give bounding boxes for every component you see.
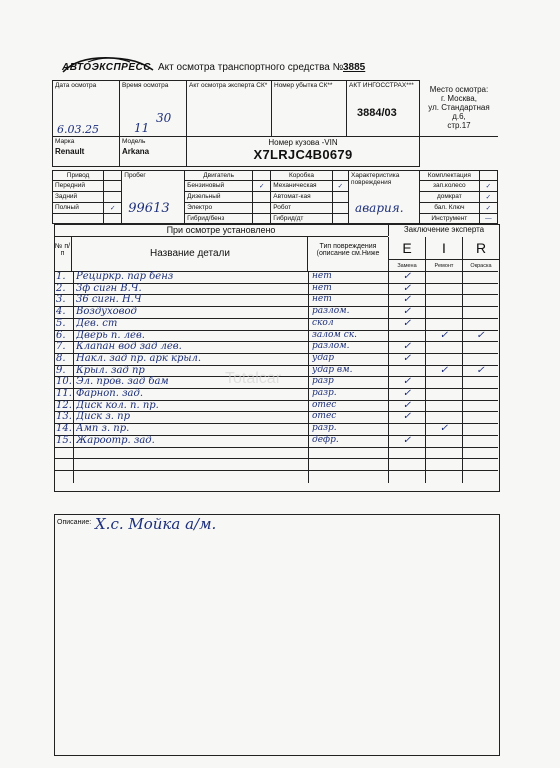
row-check-e: ✓ <box>402 434 412 446</box>
engine-hybrid: Гибрид/бенз <box>185 214 253 224</box>
row-part-name: 36 сигн. Н.Ч <box>76 294 142 306</box>
loss-cell <box>272 81 347 137</box>
vin-label: Номер кузова -VIN <box>268 138 338 147</box>
col-num-header: № п/п <box>54 237 72 271</box>
kit-header: Комплектация <box>420 171 480 181</box>
engine-diesel: Дизельный <box>185 192 253 203</box>
row-check-e: ✓ <box>402 294 412 306</box>
table-row <box>54 306 498 318</box>
row-check-i <box>426 294 462 306</box>
table-row <box>54 271 498 283</box>
row-check-r <box>463 411 498 423</box>
damage-label: Характеристика повреждения <box>351 172 400 186</box>
row-separator <box>462 471 463 483</box>
gear-mech: Механическая <box>271 181 332 192</box>
table-row <box>54 423 498 435</box>
place-line2: ул. Стандартная д.6, <box>428 102 490 121</box>
act-number: 3885 <box>343 62 366 73</box>
row-damage-type: удар вм. <box>312 364 353 375</box>
place-label: Место осмотра: <box>429 84 489 94</box>
mileage-value: 99613 <box>128 201 170 216</box>
row-check-i <box>426 388 462 400</box>
row-check-r: ✓ <box>476 329 485 341</box>
time-label: Время осмотра <box>122 82 169 89</box>
row-damage-type: разр <box>312 376 334 387</box>
col-e-header: E <box>389 237 426 259</box>
row-check-r <box>463 294 498 306</box>
row-part-name: Крыл. зад пр <box>76 364 145 376</box>
row-check-r <box>463 318 498 330</box>
kit-spare: зап.колесо <box>420 181 480 192</box>
row-number: 12. <box>56 399 72 411</box>
row-number: 13. <box>56 411 72 423</box>
row-damage-type: разлом. <box>312 341 350 352</box>
place-line3: стр.17 <box>447 120 471 130</box>
row-damage-type: нет <box>312 282 332 293</box>
table-row <box>54 458 498 470</box>
row-check-i <box>426 318 462 330</box>
row-check-i <box>426 353 462 365</box>
table-row <box>54 294 498 306</box>
row-check-i <box>426 376 462 388</box>
row-check-e <box>389 365 425 377</box>
row-part-name: Амп з. пр. <box>76 423 130 435</box>
row-check-r <box>463 423 498 435</box>
row-number: 6. <box>56 329 66 341</box>
ingos-label: АКТ ИНГОССТРАХ*** <box>349 82 414 89</box>
row-separator <box>425 471 426 483</box>
expert-cell <box>187 81 272 137</box>
row-part-name: Фарноп. зад. <box>76 388 144 399</box>
row-part-name: Накл. зад пр. арк крыл. <box>76 352 202 364</box>
page-title: Акт осмотра транспортного средства № <box>158 62 344 73</box>
table-row <box>54 330 498 342</box>
row-part-name: Рециркр. пар бенз <box>76 271 174 282</box>
row-part-name: Диск кол. п. пр. <box>76 399 159 411</box>
vin-cell <box>187 137 420 167</box>
drive-full: Полный <box>53 203 104 214</box>
col-damage-header: Тип повреждения (описание см.Ниже <box>316 243 380 257</box>
brand-label: Марка <box>55 138 75 145</box>
row-check-e: ✓ <box>402 388 412 399</box>
row-separator <box>388 471 389 483</box>
row-check-r <box>463 283 498 295</box>
row-check-i <box>426 341 462 353</box>
row-number: 10. <box>56 376 72 388</box>
row-number: 8. <box>56 352 66 364</box>
row-check-r <box>463 435 498 447</box>
row-check-i <box>426 411 462 423</box>
row-check-e: ✓ <box>402 399 412 411</box>
row-number: 14. <box>56 423 72 435</box>
table-row <box>54 341 498 353</box>
row-number: 11. <box>56 388 72 399</box>
watermark: Totalcar <box>225 370 282 387</box>
engine-header: Двигатель <box>185 171 253 181</box>
row-number: 15. <box>56 434 72 446</box>
drive-full-check: ✓ <box>104 203 122 214</box>
mileage-cell <box>122 171 185 224</box>
gear-hybrid: Гибрид/дт <box>271 214 332 224</box>
row-check-r <box>463 306 498 318</box>
time-cell <box>120 81 187 137</box>
date-label: Дата осмотра <box>55 82 97 89</box>
table-row <box>54 470 498 482</box>
row-number: 2. <box>56 282 66 294</box>
col-i-header: I <box>426 237 463 259</box>
row-check-e: ✓ <box>402 317 412 329</box>
time-minutes: 30 <box>156 111 172 125</box>
row-check-i: ✓ <box>439 423 449 435</box>
row-check-i: ✓ <box>439 364 449 376</box>
drive-front: Передний <box>53 181 104 192</box>
info-table <box>52 80 498 167</box>
row-check-e: ✓ <box>402 271 412 282</box>
table-row <box>54 283 498 295</box>
row-part-name: Жароотр. зад. <box>76 434 155 446</box>
kit-key-check: ✓ <box>479 203 497 214</box>
kit-jack: домкрат <box>420 192 480 203</box>
row-number: 4. <box>56 306 66 318</box>
row-check-e: ✓ <box>402 352 412 364</box>
col-r-header: R <box>475 240 487 256</box>
row-check-i <box>426 435 462 447</box>
row-part-name: Диск з. пр <box>76 411 130 423</box>
table-row <box>54 435 498 447</box>
table-row <box>54 447 498 459</box>
ingos-value: 3884/03 <box>357 107 397 119</box>
conclusion-header <box>388 237 499 271</box>
row-check-r <box>463 388 498 400</box>
place-line1: г. Москва, <box>441 93 477 103</box>
row-damage-type: скол <box>312 317 334 328</box>
row-damage-type: отес <box>312 399 337 410</box>
row-check-e: ✓ <box>402 341 412 353</box>
row-number: 9. <box>56 364 66 376</box>
date-cell <box>53 81 120 137</box>
row-check-e: ✓ <box>402 411 412 423</box>
row-part-name: Эл. пров. зад бам <box>76 376 169 388</box>
row-check-i: ✓ <box>439 329 449 341</box>
section-title: При осмотре установлено <box>54 224 388 237</box>
row-check-i <box>426 271 462 283</box>
table-row <box>54 388 498 400</box>
row-check-e: ✓ <box>402 376 412 388</box>
row-number: 1. <box>56 271 66 282</box>
row-number: 7. <box>56 341 66 353</box>
logo-text: АВТОЭКСПРЕСС <box>62 62 151 73</box>
table-row <box>54 400 498 412</box>
row-damage-type: дефр. <box>312 434 339 445</box>
col-e-sub: Замена <box>389 259 426 272</box>
col-i-sub: Ремонт <box>426 259 463 272</box>
ingos-cell <box>347 81 420 137</box>
row-damage-type: нет <box>312 294 332 305</box>
engine-electro: Электро <box>185 203 253 214</box>
row-check-e <box>389 423 425 435</box>
row-check-r <box>463 341 498 353</box>
table-row <box>54 353 498 365</box>
row-check-i <box>426 283 462 295</box>
damage-cell <box>349 171 420 224</box>
blank-cell <box>420 137 499 167</box>
row-damage-type: удар <box>312 352 335 363</box>
row-check-i <box>426 306 462 318</box>
row-damage-type: отес <box>312 411 337 422</box>
model-value: Arkana <box>122 147 150 156</box>
row-check-r <box>463 353 498 365</box>
row-check-i <box>426 400 462 412</box>
col-r-sub: Окраска <box>463 259 499 272</box>
row-part-name: Воздуховод <box>76 306 137 318</box>
date-value: 6.03.25 <box>57 123 99 136</box>
expert-label: Акт осмотра эксперта СК* <box>189 82 268 89</box>
brand-value: Renault <box>55 147 85 156</box>
damage-value: авария. <box>355 201 404 215</box>
engine-petrol-check: ✓ <box>253 181 271 192</box>
kit-tool-mark: — <box>479 214 497 224</box>
row-check-e <box>389 330 425 342</box>
row-damage-type: разр. <box>312 388 337 398</box>
description-label: Описание: <box>57 519 92 526</box>
model-label: Модель <box>122 138 146 145</box>
table-row <box>54 318 498 330</box>
place-cell <box>420 81 499 137</box>
row-number: 3. <box>56 294 66 306</box>
conclusion-title: Заключение эксперта <box>388 224 499 236</box>
row-separator <box>308 471 309 483</box>
gear-robot: Робот <box>271 203 332 214</box>
row-number: 5. <box>56 317 66 329</box>
specs-table <box>52 170 498 224</box>
drive-rear: Задний <box>53 192 104 203</box>
row-separator <box>73 471 74 483</box>
row-damage-type: залом ск. <box>312 329 358 340</box>
kit-jack-check: ✓ <box>479 192 497 203</box>
kit-tool: Инструмент <box>420 214 480 224</box>
row-check-r <box>463 376 498 388</box>
row-check-e: ✓ <box>402 306 412 318</box>
row-check-r: ✓ <box>476 364 485 376</box>
row-damage-type: разлом. <box>312 306 350 317</box>
row-part-name: Дев. ст <box>76 317 118 329</box>
kit-key: бал. Ключ <box>420 203 480 214</box>
kit-spare-check: ✓ <box>479 181 497 192</box>
brand-cell <box>53 137 120 167</box>
table-row <box>54 411 498 423</box>
row-check-r <box>463 271 498 283</box>
row-damage-type: разр. <box>312 423 337 434</box>
row-check-r <box>463 400 498 412</box>
loss-label: Номер убытка СК** <box>274 82 333 89</box>
engine-petrol: Бензиновый <box>185 181 253 192</box>
description-box <box>54 514 500 756</box>
model-cell <box>120 137 187 167</box>
gear-header: Коробка <box>271 171 332 181</box>
gear-mech-check: ✓ <box>332 181 348 192</box>
time-hours: 11 <box>134 121 150 135</box>
mileage-label: Пробег <box>124 172 146 179</box>
row-check-e: ✓ <box>402 282 412 294</box>
row-damage-type: нет <box>312 271 332 281</box>
row-part-name: 3ф сигн В.Ч. <box>76 282 142 294</box>
row-part-name: Клапан вод зад лев. <box>76 341 182 353</box>
drive-header: Привод <box>53 171 104 181</box>
description-value: Х.с. Мойка а/м. <box>95 515 217 533</box>
gear-auto: Автомат-кая <box>271 192 332 203</box>
vin-value: X7LRJC4B0679 <box>253 147 353 162</box>
row-part-name: Дверь п. лев. <box>76 329 145 341</box>
col-name-header: Название детали <box>73 237 308 271</box>
